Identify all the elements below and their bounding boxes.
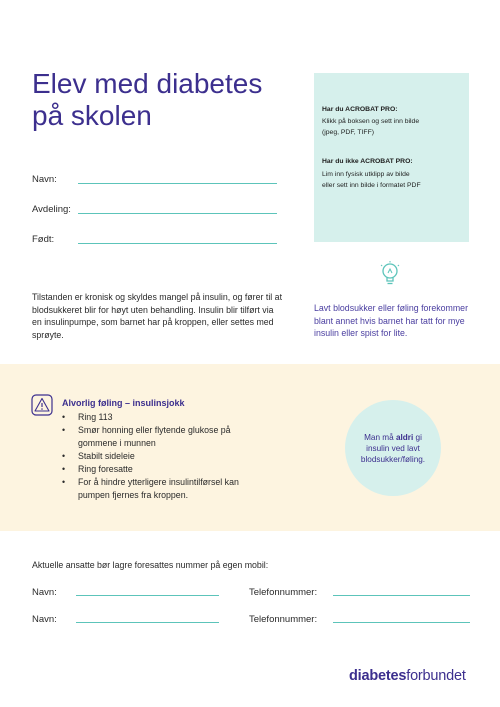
logo-regular: forbundet bbox=[406, 668, 466, 684]
no-acrobat-line-2: eller sett inn bilde i formatet PDF bbox=[322, 182, 421, 189]
contact-2-phone-label: Telefonnummer: bbox=[249, 614, 318, 625]
contacts-intro: Aktuelle ansatte bør lagre foresattes nummer på egen mobil: bbox=[32, 560, 269, 570]
alert-item: • Stabilt sideleie bbox=[62, 450, 262, 463]
contact-2-name-label: Navn: bbox=[32, 614, 57, 625]
diabetesforbundet-logo bbox=[349, 668, 466, 684]
contact-1-phone-field[interactable] bbox=[333, 595, 470, 596]
alert-title: Alvorlig føling – insulinsjokk bbox=[62, 398, 185, 408]
alert-item: • For å hindre ytterligere insulintilførsel kan pumpen fjernes fra kroppen. bbox=[62, 476, 262, 502]
logo-bold: diabetes bbox=[349, 668, 407, 684]
circle-text-emphasis: aldri bbox=[395, 432, 414, 442]
contact-1-phone-label: Telefonnummer: bbox=[249, 587, 318, 598]
department-label: Avdeling: bbox=[32, 204, 71, 215]
contact-1-name-field[interactable] bbox=[76, 595, 219, 596]
circle-text-before: Man må bbox=[364, 432, 396, 442]
intro-text: Tilstanden er kronisk og skyldes mangel på insulin, og fører til at blodsukkeret blir for høyt uten behandling. Insulin blir tilført via en insulinpumpe, som barnet har på kroppen, eller settes med sprøyte. bbox=[32, 292, 283, 340]
tip-text: Lavt blodsukker eller føling forekommer blant annet hvis barnet har tatt for mye insulin eller spist for lite. bbox=[314, 303, 469, 339]
warning-circle-text bbox=[353, 432, 433, 465]
acrobat-pro-heading: Har du ACROBAT PRO: bbox=[322, 106, 398, 113]
title-line-1: Elev med diabetes bbox=[32, 68, 263, 99]
department-field[interactable] bbox=[78, 213, 277, 214]
page-title bbox=[32, 68, 302, 132]
alert-item: • Ring 113 bbox=[62, 411, 262, 424]
acrobat-pro-line-1: Klikk på boksen og sett inn bilde bbox=[322, 118, 420, 125]
warning-circle bbox=[345, 400, 441, 496]
contact-2-phone-field[interactable] bbox=[333, 622, 470, 623]
born-label: Født: bbox=[32, 234, 55, 245]
contact-2-name-field[interactable] bbox=[76, 622, 219, 623]
alert-item: • Ring foresatte bbox=[62, 463, 262, 476]
born-field[interactable] bbox=[78, 243, 277, 244]
name-label: Navn: bbox=[32, 174, 57, 185]
photo-upload-box[interactable] bbox=[314, 73, 469, 242]
warning-icon bbox=[31, 394, 53, 416]
name-field[interactable] bbox=[78, 183, 277, 184]
contact-1-name-label: Navn: bbox=[32, 587, 57, 598]
no-acrobat-line-1: Lim inn fysisk utklipp av bilde bbox=[322, 171, 410, 178]
alert-item: • Smør honning eller flytende glukose på gommene i munnen bbox=[62, 424, 262, 450]
no-acrobat-heading: Har du ikke ACROBAT PRO: bbox=[322, 158, 413, 165]
acrobat-pro-line-2: (jpeg, PDF, TIFF) bbox=[322, 129, 374, 136]
circle-text-after: gi insulin ved lavt blodsukker/føling. bbox=[360, 432, 426, 464]
title-line-2: på skolen bbox=[32, 100, 152, 131]
lightbulb-icon bbox=[379, 260, 401, 288]
alert-list bbox=[62, 411, 262, 502]
